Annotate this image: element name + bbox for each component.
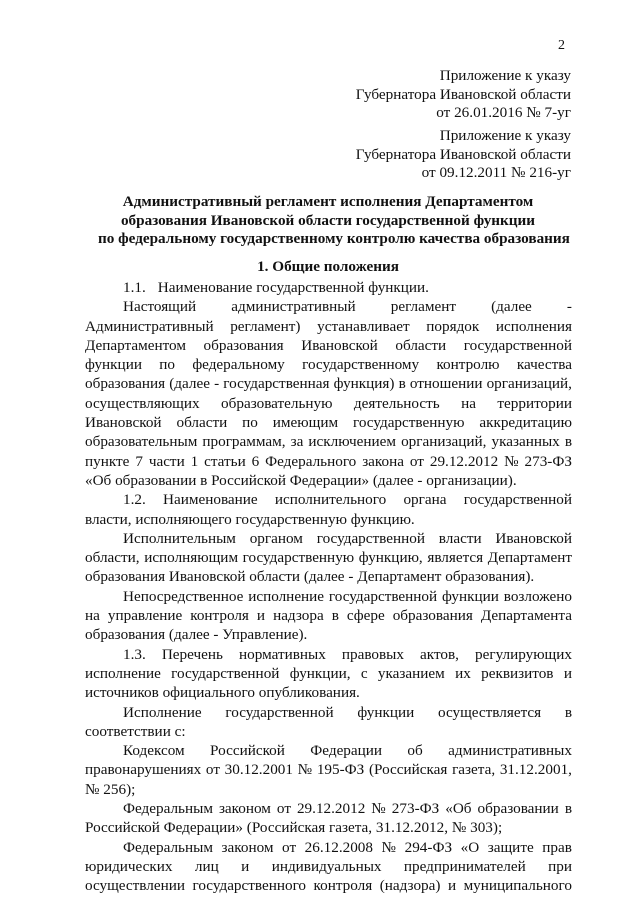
body-word: надзора <box>273 607 324 625</box>
body-word: государственную <box>242 549 355 567</box>
body-word: от <box>276 800 291 818</box>
body-word: государственной <box>171 664 280 682</box>
body-word: № 256); <box>85 780 136 798</box>
appendix-line: от 26.01.2016 № 7-уг <box>436 104 571 121</box>
body-word: регламент) <box>230 317 301 335</box>
body-line <box>85 355 572 374</box>
body-word: аккредитацию <box>479 414 572 432</box>
body-word: исполнительного <box>274 491 387 509</box>
body-word: и <box>563 664 572 682</box>
body-word: Наименование государственной функции. <box>157 279 429 296</box>
body-word: в <box>564 800 572 818</box>
body-word: исключением <box>308 433 396 451</box>
body-word: Наименование <box>163 491 258 509</box>
body-word: исполнение <box>85 664 161 682</box>
body-line <box>85 683 572 702</box>
appendix-line: Приложение к указу <box>439 127 571 144</box>
body-line <box>85 876 572 895</box>
body-line <box>85 587 572 606</box>
body-word: государственную <box>352 414 465 432</box>
body-word: прав <box>542 838 572 856</box>
body-word: регулирующих <box>475 645 572 663</box>
body-word: исполнения <box>495 317 572 335</box>
body-word: Федерального <box>265 452 357 470</box>
body-line <box>85 317 572 336</box>
body-word: области <box>176 414 228 432</box>
body-line <box>85 548 572 567</box>
body-line <box>85 799 572 818</box>
body-line <box>85 664 572 683</box>
body-line <box>85 567 572 586</box>
body-word: исполнение <box>248 587 325 605</box>
body-word: в <box>564 433 572 451</box>
body-word: сфере <box>346 607 385 625</box>
body-word: является <box>427 549 484 567</box>
body-word: пункте <box>85 452 130 470</box>
body-word: и <box>447 877 457 895</box>
body-word: актов, <box>420 645 459 663</box>
body-word: Департамент <box>487 549 572 567</box>
body-word: образования <box>392 607 473 625</box>
body-word: с <box>360 664 368 682</box>
body-word: возложено <box>503 587 572 605</box>
body-word: (Российская <box>368 761 448 779</box>
body-word: 1 <box>190 452 199 470</box>
body-word: Кодексом <box>123 742 185 760</box>
body-word: - <box>566 298 572 316</box>
appendix-line: Приложение к указу <box>439 67 571 84</box>
body-word: при <box>548 857 572 875</box>
body-word: образовании <box>477 800 559 818</box>
body-word: источников официального опубликования. <box>85 684 360 702</box>
body-word: программам, <box>202 433 286 451</box>
title-line: по федеральному государственному контролю качества образования <box>98 230 570 247</box>
body-word: Административный <box>85 317 214 335</box>
body-word: осуществлении <box>85 877 185 895</box>
body-word: 29.12.2012 <box>429 452 499 470</box>
body-word: 294-ФЗ <box>404 838 453 856</box>
body-word: административный <box>231 298 356 316</box>
body-line <box>85 760 572 779</box>
body-word: административных <box>448 742 572 760</box>
body-word: за <box>290 433 304 451</box>
body-word: № <box>504 452 519 470</box>
body-word: «Об образовании в Российской Федерации» (далее - организации). <box>85 471 517 489</box>
body-word: государственного <box>192 877 307 895</box>
body-word: государственная <box>223 375 330 393</box>
body-word: нормативных <box>239 645 326 663</box>
body-word: «Об <box>445 800 472 818</box>
body-line <box>85 857 572 876</box>
body-word: в <box>564 703 572 721</box>
body-word: территории <box>497 394 572 412</box>
body-word: предпринимателей <box>403 857 526 875</box>
body-word: 29.12.2012 <box>296 800 366 818</box>
body-line <box>85 818 572 837</box>
body-word: Ивановской <box>495 529 572 547</box>
section-heading: 1. Общие положения <box>257 258 399 275</box>
body-word: образования <box>203 336 284 354</box>
body-word: качества <box>516 356 572 374</box>
body-word: власти <box>438 529 482 547</box>
body-word: области, <box>85 549 140 567</box>
body-word: 26.12.2008 <box>304 838 373 856</box>
body-word: имеющим <box>272 414 339 432</box>
body-word: № <box>297 761 313 779</box>
body-line <box>85 452 572 471</box>
body-word: газета, <box>452 761 496 779</box>
body-line <box>85 374 572 393</box>
body-word: управление <box>107 607 183 625</box>
body-word: функции <box>357 703 415 721</box>
body-line <box>85 625 572 644</box>
body-word: контролю <box>436 356 500 374</box>
body-word: их <box>455 664 471 682</box>
body-word: Исполнительным <box>123 529 236 547</box>
body-word: образования Ивановской области (далее - Департамент образования). <box>85 568 535 586</box>
body-line <box>85 606 572 625</box>
body-word: области <box>395 336 447 354</box>
body-word: федеральному <box>192 356 285 374</box>
appendix-line: Губернатора Ивановской области <box>355 145 571 163</box>
document-title <box>98 193 570 249</box>
body-word: Ивановской <box>301 336 378 354</box>
body-word: Перечень <box>161 645 223 663</box>
body-word: 1.1. <box>123 279 146 296</box>
body-text <box>85 278 572 896</box>
body-word: закона <box>362 452 404 470</box>
body-word: организаций, <box>486 375 572 393</box>
body-word: 1.3. <box>123 645 146 663</box>
body-word: (далее <box>169 375 210 393</box>
body-word: государственной <box>316 529 425 547</box>
body-word: функция) <box>333 375 395 393</box>
body-word: государственной <box>463 491 572 509</box>
body-word: от <box>282 838 297 856</box>
body-word: в <box>398 375 406 393</box>
body-word: по <box>159 356 175 374</box>
body-word: (далее <box>491 298 532 316</box>
body-word: функцию, <box>358 549 423 567</box>
body-word: функции <box>441 587 499 605</box>
body-word: государственной <box>328 587 438 605</box>
body-word: образования (далее - Управление). <box>85 626 308 644</box>
body-word: Ивановской <box>85 414 162 432</box>
body-word: лиц <box>194 857 219 875</box>
body-word: соответствии с: <box>85 722 186 740</box>
body-word: контроля <box>190 607 249 625</box>
body-word: Федерации <box>310 742 383 760</box>
body-word: на <box>85 607 100 625</box>
body-word: - <box>214 375 220 393</box>
body-word: контроля <box>313 877 373 895</box>
body-word: деятельность <box>353 394 440 412</box>
body-word: Департамента <box>480 607 572 625</box>
appendix-line: от 09.12.2011 № 216-уг <box>421 164 571 181</box>
body-line <box>85 510 572 529</box>
body-word: статьи <box>204 452 246 470</box>
body-word: функции <box>85 356 142 374</box>
body-word: устанавливает <box>317 317 410 335</box>
body-word: Департаментом <box>85 336 186 354</box>
body-word: № <box>371 800 386 818</box>
body-word: части <box>148 452 185 470</box>
body-line <box>85 394 572 413</box>
title-line: Административный регламент исполнения Департаментом <box>122 193 534 210</box>
body-word: 30.12.2001 <box>224 761 293 779</box>
body-line <box>85 741 572 760</box>
body-word: правовых <box>341 645 404 663</box>
body-word: Федеральным <box>123 800 213 818</box>
body-word: законом <box>221 838 274 856</box>
appendix-block-current <box>356 67 571 123</box>
body-word: муниципального <box>463 877 572 895</box>
body-word: Федеральным <box>123 838 213 856</box>
body-word: в <box>331 607 339 625</box>
body-line <box>85 413 572 432</box>
body-word: 31.12.2001, <box>499 761 572 779</box>
body-line <box>85 278 572 297</box>
body-word: государственной <box>225 703 334 721</box>
body-word: порядок <box>426 317 480 335</box>
body-word: «О <box>460 838 480 856</box>
body-word: 6 <box>251 452 260 470</box>
body-word: функции, <box>289 664 351 682</box>
body-word: 273-ФЗ <box>524 452 572 470</box>
body-word: Настоящий <box>123 298 197 316</box>
body-word: указанием <box>377 664 445 682</box>
body-line <box>85 490 572 509</box>
body-word: осуществляется <box>438 703 542 721</box>
appendix-block-original <box>356 127 571 183</box>
body-word: осуществляющих <box>85 394 200 412</box>
body-word: законом <box>218 800 271 818</box>
body-word: организаций, <box>401 433 487 451</box>
body-word: защите <box>487 838 534 856</box>
body-word: регламент <box>390 298 456 316</box>
body-word: Исполнение <box>123 703 202 721</box>
body-word: № <box>381 838 397 856</box>
body-word: 195-ФЗ <box>316 761 365 779</box>
body-word: от <box>409 452 424 470</box>
body-word: и <box>256 607 266 625</box>
body-word: 273-ФЗ <box>391 800 440 818</box>
body-line <box>85 297 572 316</box>
body-line <box>85 336 572 355</box>
body-word: государственному <box>302 356 420 374</box>
body-word: от <box>205 761 220 779</box>
body-word: и <box>241 857 250 875</box>
body-line <box>85 838 572 857</box>
body-line <box>85 529 572 548</box>
body-line <box>85 780 572 799</box>
body-word: 7 <box>135 452 143 470</box>
body-word: на <box>461 394 476 412</box>
body-line <box>85 432 572 451</box>
body-word: правонарушениях <box>85 761 202 779</box>
body-word: юридических <box>85 857 173 875</box>
body-line <box>85 703 572 722</box>
body-word: по <box>242 414 258 432</box>
body-word: указанных <box>491 433 560 451</box>
body-word: индивидуальных <box>271 857 382 875</box>
body-word: Российской <box>210 742 285 760</box>
body-word: органа <box>403 491 447 509</box>
body-word: реквизитов <box>481 664 554 682</box>
body-word: исполняющим <box>144 549 239 567</box>
body-word: власти, исполняющего государственную функцию. <box>85 510 415 528</box>
body-line <box>85 645 572 664</box>
body-word: органом <box>249 529 303 547</box>
body-word: 1.2. <box>123 491 146 509</box>
body-word: Непосредственное <box>123 587 244 605</box>
title-line: образования Ивановской области государственной функции <box>120 211 536 229</box>
body-word: образовательным <box>85 433 198 451</box>
page-number: 2 <box>558 38 565 53</box>
body-word: об <box>407 742 423 760</box>
body-word: Российской Федерации» (Российская газета, 31.12.2012, № 303); <box>85 819 503 837</box>
body-line <box>85 471 572 490</box>
body-word: (надзора) <box>379 877 441 895</box>
body-word: отношении <box>409 375 483 393</box>
body-line <box>85 722 572 741</box>
body-word: образования <box>85 375 166 393</box>
appendix-line: Губернатора Ивановской области <box>355 85 571 103</box>
body-word: образовательную <box>221 394 333 412</box>
body-word: государственной <box>463 336 572 354</box>
